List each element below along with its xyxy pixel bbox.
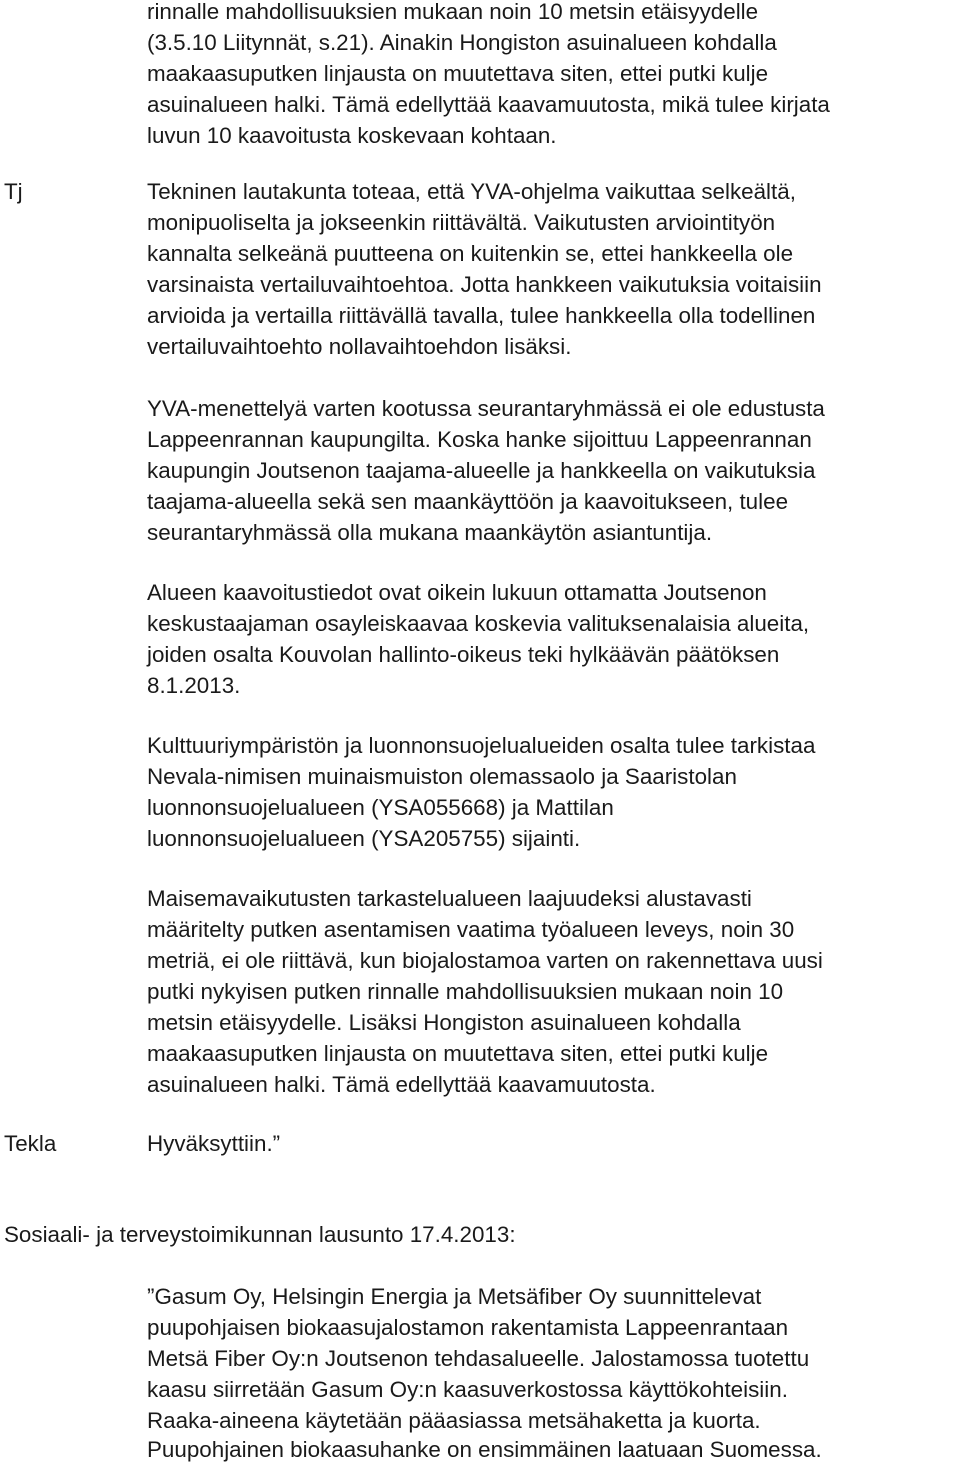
text-line: taajama-alueella sekä sen maankäyttöön ja kaavoitukseen, tulee — [147, 489, 789, 514]
section-heading: Sosiaali- ja terveystoimikunnan lausunto 17.4.2013: — [4, 1222, 516, 1247]
text-line: kaupungin Joutsenon taajama-alueelle ja hankkeella on vaikutuksia — [147, 458, 816, 483]
text-line: Tekninen lautakunta toteaa, että YVA-ohjelma vaikuttaa selkeältä, — [147, 179, 796, 204]
text-line: metsin etäisyydelle. Lisäksi Hongiston asuinalueen kohdalla — [147, 1010, 741, 1035]
text-line: Raaka-aineena käytetään pääasiassa metsähaketta ja kuorta. — [147, 1408, 761, 1433]
text-line: kaasu siirretään Gasum Oy:n kaasuverkostossa käyttökohteisiin. — [147, 1377, 788, 1402]
text-line: arvioida ja vertailla riittävällä tavalla, tulee hankkeella olla todellinen — [147, 303, 816, 328]
decision-text: Hyväksyttiin.” — [147, 1131, 281, 1156]
text-line: metriä, ei ole riittävä, kun biojalostamoa varten on rakennettava uusi — [147, 948, 823, 973]
text-line: joiden osalta Kouvolan hallinto-oikeus teki hylkäävän päätöksen — [147, 642, 780, 667]
text-line: putki nykyisen putken rinnalle mahdollisuuksien mukaan noin 10 — [147, 979, 784, 1004]
text-line: asuinalueen halki. Tämä edellyttää kaavamuutosta. — [147, 1072, 656, 1097]
text-line: luvun 10 kaavoitusta koskevaan kohtaan. — [147, 123, 557, 148]
text-line: vertailuvaihtoehto nollavaihtoehdon lisäksi. — [147, 334, 572, 359]
text-line: Lappeenrannan kaupungilta. Koska hanke sijoittuu Lappeenrannan — [147, 427, 812, 452]
text-line: maakaasuputken linjausta on muutettava siten, ettei putki kulje — [147, 61, 769, 86]
text-line: (3.5.10 Liitynnät, s.21). Ainakin Hongiston asuinalueen kohdalla — [147, 30, 777, 55]
label-tekla: Tekla — [4, 1131, 57, 1156]
text-line: Nevala-nimisen muinaismuiston olemassaolo ja Saaristolan — [147, 764, 737, 789]
text-line: Metsä Fiber Oy:n Joutsenon tehdasalueelle. Jalostamossa tuotettu — [147, 1346, 810, 1371]
text-line: luonnonsuojelualueen (YSA055668) ja Mattilan — [147, 795, 614, 820]
text-line: Maisemavaikutusten tarkastelualueen laajuudeksi alustavasti — [147, 886, 752, 911]
text-line: varsinaista vertailuvaihtoehtoa. Jotta hankkeen vaikutuksia voitaisiin — [147, 272, 822, 297]
text-line: 8.1.2013. — [147, 673, 241, 698]
label-tj: Tj — [4, 179, 23, 204]
text-line: luonnonsuojelualueen (YSA205755) sijainti. — [147, 826, 581, 851]
text-line: seurantaryhmässä olla mukana maankäytön asiantuntija. — [147, 520, 713, 545]
text-line: keskustaajaman osayleiskaavaa koskevia valituksenalaisia alueita, — [147, 611, 810, 636]
text-line: Kulttuuriympäristön ja luonnonsuojelualueiden osalta tulee tarkistaa — [147, 733, 816, 758]
text-line: kannalta selkeänä puutteena on kuitenkin se, ettei hankkeella ole — [147, 241, 794, 266]
text-line: rinnalle mahdollisuuksien mukaan noin 10 metsin etäisyydelle — [147, 0, 759, 24]
text-line: määritelty putken asentamisen vaatima työalueen leveys, noin 30 — [147, 917, 795, 942]
text-line: monipuoliselta ja jokseenkin riittävältä. Vaikutusten arviointityön — [147, 210, 776, 235]
text-line: maakaasuputken linjausta on muutettava siten, ettei putki kulje — [147, 1041, 769, 1066]
text-line: Puupohjainen biokaasuhanke on ensimmäinen laatuaan Suomessa. — [147, 1437, 822, 1462]
text-line: YVA-menettelyä varten kootussa seurantaryhmässä ei ole edustusta — [147, 396, 825, 421]
text-line: Alueen kaavoitustiedot ovat oikein lukuun ottamatta Joutsenon — [147, 580, 767, 605]
text-line: puupohjaisen biokaasujalostamon rakentamista Lappeenrantaan — [147, 1315, 789, 1340]
text-line: asuinalueen halki. Tämä edellyttää kaavamuutosta, mikä tulee kirjata — [147, 92, 830, 117]
text-line: ”Gasum Oy, Helsingin Energia ja Metsäfiber Oy suunnittelevat — [147, 1284, 762, 1309]
